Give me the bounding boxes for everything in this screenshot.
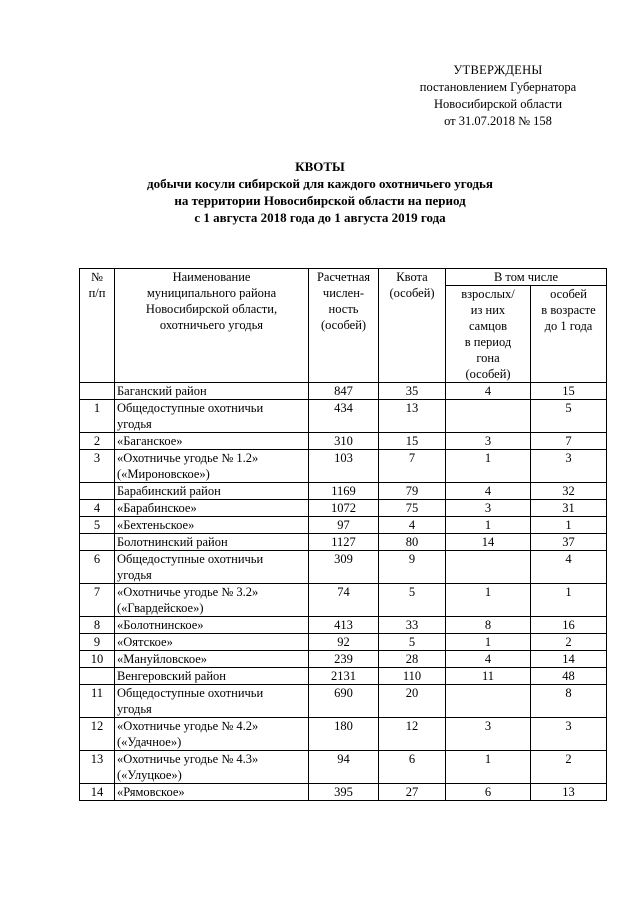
hunting-ground-name: [115, 718, 309, 751]
estimate-cell: 2131: [309, 668, 379, 685]
adults-cell: 1: [446, 634, 531, 651]
approval-title: УТВЕРЖДЕНЫ: [453, 63, 543, 77]
quota-cell: 80: [379, 534, 446, 551]
name-line: («Улуцкое»): [117, 768, 182, 782]
table-row: [80, 400, 607, 433]
table-row: [80, 718, 607, 751]
district-name: [115, 668, 309, 685]
quota-cell: 28: [379, 651, 446, 668]
quota-cell: 35: [379, 383, 446, 400]
estimate-cell: 847: [309, 383, 379, 400]
name-line: угодья: [117, 568, 152, 582]
adults-cell: 1: [446, 584, 531, 617]
quota-cell: 15: [379, 433, 446, 450]
header-num: № п/п: [80, 269, 115, 383]
heading-line: с 1 августа 2018 года до 1 августа 2019 года: [194, 210, 446, 225]
quota-cell: 27: [379, 784, 446, 801]
young-cell: 48: [531, 668, 607, 685]
young-cell: 14: [531, 651, 607, 668]
quota-cell: 5: [379, 584, 446, 617]
quota-cell: 75: [379, 500, 446, 517]
name-line: «Барабинское»: [117, 501, 197, 515]
young-cell: 5: [531, 400, 607, 433]
header-name: Наименование муниципального района Новосибирской области, охотничьего угодья: [115, 269, 309, 383]
row-number: 2: [80, 433, 115, 450]
table-row: [80, 433, 607, 450]
young-cell: 2: [531, 634, 607, 651]
heading-line: добычи косули сибирской для каждого охотничьего угодья: [147, 176, 493, 191]
adults-cell: 3: [446, 433, 531, 450]
estimate-cell: 1169: [309, 483, 379, 500]
quota-cell: 20: [379, 685, 446, 718]
quota-cell: 110: [379, 668, 446, 685]
district-row: [80, 668, 607, 685]
row-number: 4: [80, 500, 115, 517]
adults-cell: 3: [446, 718, 531, 751]
quota-cell: 33: [379, 617, 446, 634]
adults-cell: 6: [446, 784, 531, 801]
hunting-ground-name: [115, 617, 309, 634]
row-number: 9: [80, 634, 115, 651]
quota-cell: 7: [379, 450, 446, 483]
row-number: 1: [80, 400, 115, 433]
name-line: Болотнинский район: [117, 535, 228, 549]
name-line: Общедоступные охотничьи: [117, 401, 264, 415]
young-cell: 32: [531, 483, 607, 500]
name-line: Баганский район: [117, 384, 207, 398]
hunting-ground-name: [115, 685, 309, 718]
district-name: [115, 383, 309, 400]
quota-cell: 13: [379, 400, 446, 433]
row-number: 12: [80, 718, 115, 751]
header-quota: Квота (особей): [379, 269, 446, 383]
adults-cell: 1: [446, 450, 531, 483]
adults-cell: [446, 400, 531, 433]
document-heading: [90, 158, 550, 226]
name-line: «Охотничье угодье № 1.2»: [117, 451, 259, 465]
approval-line: Новосибирской области: [433, 97, 563, 111]
estimate-cell: 239: [309, 651, 379, 668]
header-estimate: Расчетная числен- ность (особей): [309, 269, 379, 383]
adults-cell: 1: [446, 751, 531, 784]
adults-cell: 8: [446, 617, 531, 634]
row-number: 6: [80, 551, 115, 584]
table-row: [80, 517, 607, 534]
young-cell: 4: [531, 551, 607, 584]
estimate-cell: 395: [309, 784, 379, 801]
estimate-cell: 94: [309, 751, 379, 784]
row-number: 3: [80, 450, 115, 483]
row-number: 11: [80, 685, 115, 718]
name-line: «Охотничье угодье № 4.2»: [117, 719, 259, 733]
hunting-ground-name: [115, 751, 309, 784]
estimate-cell: 92: [309, 634, 379, 651]
table-row: [80, 651, 607, 668]
adults-cell: 11: [446, 668, 531, 685]
name-line: («Гвардейское»): [117, 601, 204, 615]
table-row: [80, 634, 607, 651]
header-adults: взрослых/ из них самцов в период гона (особей): [446, 286, 531, 383]
hunting-ground-name: [115, 433, 309, 450]
district-row: [80, 534, 607, 551]
table-row: [80, 685, 607, 718]
young-cell: 3: [531, 718, 607, 751]
row-number: 8: [80, 617, 115, 634]
name-line: «Рямовское»: [117, 785, 185, 799]
table-body: [80, 383, 607, 801]
name-line: «Охотничье угодье № 3.2»: [117, 585, 259, 599]
row-number: [80, 483, 115, 500]
name-line: «Оятское»: [117, 635, 173, 649]
hunting-ground-name: [115, 784, 309, 801]
young-cell: 8: [531, 685, 607, 718]
hunting-ground-name: [115, 634, 309, 651]
heading-title: КВОТЫ: [295, 159, 345, 174]
row-number: [80, 383, 115, 400]
quota-cell: 79: [379, 483, 446, 500]
estimate-cell: 74: [309, 584, 379, 617]
estimate-cell: 413: [309, 617, 379, 634]
district-row: [80, 383, 607, 400]
adults-cell: [446, 551, 531, 584]
young-cell: 2: [531, 751, 607, 784]
quota-cell: 6: [379, 751, 446, 784]
estimate-cell: 97: [309, 517, 379, 534]
adults-cell: 3: [446, 500, 531, 517]
young-cell: 7: [531, 433, 607, 450]
hunting-ground-name: [115, 400, 309, 433]
table-row: [80, 500, 607, 517]
row-number: [80, 534, 115, 551]
adults-cell: 4: [446, 651, 531, 668]
name-line: Венгеровский район: [117, 669, 226, 683]
row-number: 14: [80, 784, 115, 801]
young-cell: 1: [531, 517, 607, 534]
table-row: [80, 584, 607, 617]
estimate-cell: 690: [309, 685, 379, 718]
heading-line: на территории Новосибирской области на период: [174, 193, 466, 208]
table-row: [80, 617, 607, 634]
district-name: [115, 483, 309, 500]
estimate-cell: 434: [309, 400, 379, 433]
young-cell: 37: [531, 534, 607, 551]
name-line: угодья: [117, 702, 152, 716]
name-line: «Баганское»: [117, 434, 183, 448]
young-cell: 15: [531, 383, 607, 400]
name-line: «Мануйловское»: [117, 652, 208, 666]
young-cell: 31: [531, 500, 607, 517]
row-number: 10: [80, 651, 115, 668]
hunting-ground-name: [115, 500, 309, 517]
estimate-cell: 180: [309, 718, 379, 751]
name-line: Общедоступные охотничьи: [117, 552, 264, 566]
young-cell: 16: [531, 617, 607, 634]
hunting-ground-name: [115, 450, 309, 483]
district-name: [115, 534, 309, 551]
row-number: 13: [80, 751, 115, 784]
name-line: («Мироновское»): [117, 467, 210, 481]
table-row: [80, 551, 607, 584]
table-row: [80, 751, 607, 784]
quota-cell: 5: [379, 634, 446, 651]
name-line: «Охотничье угодье № 4.3»: [117, 752, 259, 766]
young-cell: 13: [531, 784, 607, 801]
adults-cell: [446, 685, 531, 718]
adults-cell: 4: [446, 483, 531, 500]
approval-line: постановлением Губернатора: [419, 80, 577, 94]
name-line: Барабинский район: [117, 484, 221, 498]
table-row: [80, 784, 607, 801]
name-line: «Болотнинское»: [117, 618, 204, 632]
name-line: («Удачное»): [117, 735, 182, 749]
row-number: 7: [80, 584, 115, 617]
young-cell: 1: [531, 584, 607, 617]
adults-cell: 14: [446, 534, 531, 551]
approval-date: от 31.07.2018 № 158: [444, 114, 552, 128]
young-cell: 3: [531, 450, 607, 483]
name-line: Общедоступные охотничьи: [117, 686, 264, 700]
estimate-cell: 1072: [309, 500, 379, 517]
quota-cell: 12: [379, 718, 446, 751]
estimate-cell: 309: [309, 551, 379, 584]
name-line: угодья: [117, 417, 152, 431]
approval-block: [398, 62, 598, 130]
quota-cell: 9: [379, 551, 446, 584]
adults-cell: 1: [446, 517, 531, 534]
estimate-cell: 1127: [309, 534, 379, 551]
estimate-cell: 310: [309, 433, 379, 450]
row-number: 5: [80, 517, 115, 534]
adults-cell: 4: [446, 383, 531, 400]
header-young: особей в возрасте до 1 года: [531, 286, 607, 383]
hunting-ground-name: [115, 584, 309, 617]
hunting-ground-name: [115, 517, 309, 534]
district-row: [80, 483, 607, 500]
name-line: «Бехтеньское»: [117, 518, 195, 532]
quota-table: [79, 268, 607, 801]
table-row: [80, 450, 607, 483]
quota-cell: 4: [379, 517, 446, 534]
hunting-ground-name: [115, 651, 309, 668]
hunting-ground-name: [115, 551, 309, 584]
header-including: В том числе: [446, 269, 607, 286]
estimate-cell: 103: [309, 450, 379, 483]
row-number: [80, 668, 115, 685]
